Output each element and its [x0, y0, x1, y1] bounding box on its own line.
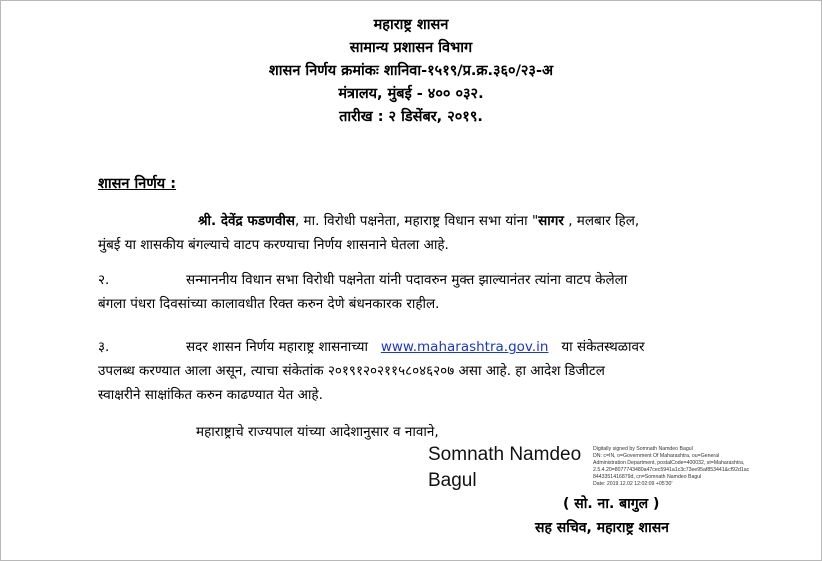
- signature-detail-line: 8443351416879d, cn=Somnath Namdeo Bagul: [593, 474, 702, 480]
- gr-number: शासन निर्णय क्रमांकः शानिवा-१५१९/प्र.क्र.३६०/२३-अ: [268, 63, 554, 79]
- paragraph-3: [98, 335, 723, 407]
- para3-line-3: स्वाक्षरीने साक्षांकित करुन काढण्यात येत आहे.: [98, 387, 323, 403]
- document-header: [0, 14, 822, 129]
- para1-line-2: मुंबई या शासकीय बंगल्याचे वाटप करण्याचा निर्णय शासनाने घेतला आहे.: [98, 237, 449, 253]
- signer-designation: सह सचिव, महाराष्ट्र शासन: [535, 520, 669, 536]
- signature-detail-line: Administration Department, postalCode=400032, st=Maharashtra,: [593, 460, 745, 466]
- closing-line: महाराष्ट्राचे राज्यपाल यांच्या आदेशानुसार व नावाने,: [196, 424, 439, 440]
- para3-text-1: सदर शासन निर्णय महाराष्ट्र शासनाच्या: [186, 339, 368, 355]
- allottee-name: श्री. देवेंद्र फडणवीस: [198, 213, 295, 229]
- digital-signature-details: [593, 446, 763, 488]
- website-link[interactable]: www.maharashtra.gov.in: [380, 339, 549, 355]
- section-title: शासन निर्णय :: [98, 176, 177, 192]
- para3-text-2: या संकेतस्थळावर: [561, 339, 645, 355]
- signature-name-line-2: Bagul: [428, 470, 477, 491]
- government-name: महाराष्ट्र शासन: [373, 17, 449, 33]
- signature-detail-line: DN: c=IN, o=Government Of Maharashtra, ou=General: [593, 453, 720, 459]
- signature-detail-line: 2.5.4.20=8077743480a47cec5941a1c3c73ee95af853441&cf92d1ac: [593, 467, 750, 473]
- signature-detail-line: Digitally signed by Somnath Namdeo Bagul: [593, 446, 693, 452]
- para2-line-2: बंगला पंधरा दिवसांच्या कालावधीत रिक्त करुन देणे बंधनकारक राहील.: [98, 296, 440, 312]
- signature-detail-line: Date: 2019.12.02 12:02:09 +05'30': [593, 481, 673, 487]
- paragraph-2: [98, 268, 723, 316]
- office-address: मंत्रालय, मुंबई - ४०० ०३२.: [338, 86, 484, 102]
- signer-initials: ( सो. ना. बागुल ): [563, 496, 660, 512]
- para1-text-2: , मलबार हिल,: [563, 213, 640, 229]
- paragraph-1: [98, 209, 723, 257]
- bungalow-name: सागर: [538, 213, 564, 229]
- para3-number: ३.: [98, 339, 110, 355]
- document-date: तारीख : २ डिसेंबर, २०१९.: [339, 109, 483, 125]
- para2-number: २.: [98, 272, 110, 288]
- signature-name-line-1: Somnath Namdeo: [428, 444, 582, 465]
- digital-signature-name: [428, 442, 581, 494]
- department-name: सामान्य प्रशासन विभाग: [349, 40, 473, 56]
- para3-line-2: उपलब्ध करण्यात आला असून, त्याचा संकेतांक २०१९१२०२११५८०४६२०७ असा आहे. हा आदेश डिजीटल: [98, 363, 605, 379]
- para1-text-1: , मा. विरोधी पक्षनेता, महाराष्ट्र विधान सभा यांना ": [294, 213, 539, 229]
- para2-line-1: सन्माननीय विधान सभा विरोधी पक्षनेता यांनी पदावरुन मुक्त झाल्यानंतर त्यांना वाटप केलेला: [186, 272, 628, 288]
